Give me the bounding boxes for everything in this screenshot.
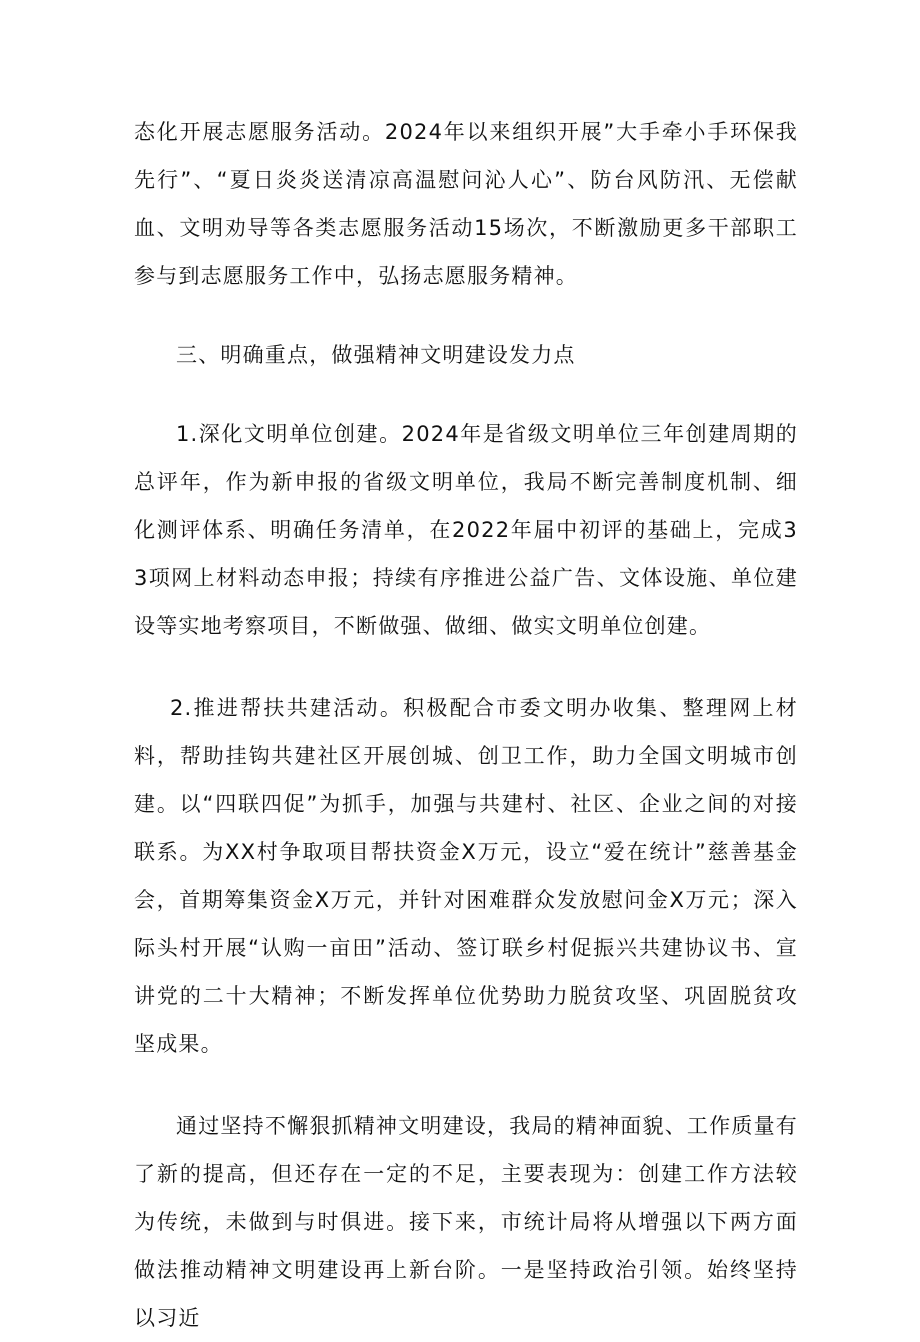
document-body bbox=[134, 108, 798, 1342]
paragraph-assistance-co-construction: 2.推进帮扶共建活动。积极配合市委文明办收集、整理网上材料，帮助挂钩共建社区开展创城、创卫工作，助力全国文明城市创建。以“四联四促”为抓手，加强与共建村、社区、企业之间的对接联系。为XX村争取项目帮扶资金X万元，设立“爱在统计”慈善基金会，首期筹集资金X万元，并针对困难群众发放慰问金X万元；深入际头村开展“认购一亩田”活动、签订联乡村促振兴共建协议书、宣讲党的二十大精神；不断发挥单位优势助力脱贫攻坚、巩固脱贫攻坚成果。 bbox=[134, 696, 798, 1056]
paragraph-volunteer-activities: 态化开展志愿服务活动。2024年以来组织开展”大手牵小手环保我先行”、“夏日炎炎送清凉高温慰问沁人心”、防台风防汛、无偿献血、文明劝导等各类志愿服务活动15场次，不断激励更多干部职工参与到志愿服务工作中，弘扬志愿服务精神。 bbox=[134, 120, 798, 288]
paragraph-civilized-unit-creation: 1.深化文明单位创建。2024年是省级文明单位三年创建周期的总评年，作为新申报的省级文明单位，我局不断完善制度机制、细化测评体系、明确任务清单，在2022年届中初评的基础上，完成33项网上材料动态申报；持续有序推进公益广告、文体设施、单位建设等实地考察项目，不断做强、做细、做实文明单位创建。 bbox=[134, 422, 798, 638]
section-heading-3: 三、明确重点，做强精神文明建设发力点 bbox=[176, 343, 576, 367]
paragraph-summary-next-steps: 通过坚持不懈狠抓精神文明建设，我局的精神面貌、工作质量有了新的提高，但还存在一定的不足，主要表现为：创建工作方法较为传统，未做到与时俱进。接下来，市统计局将从增强以下两方面做法推动精神文明建设再上新台阶。一是坚持政治引领。始终坚持以习近 bbox=[134, 1114, 798, 1330]
